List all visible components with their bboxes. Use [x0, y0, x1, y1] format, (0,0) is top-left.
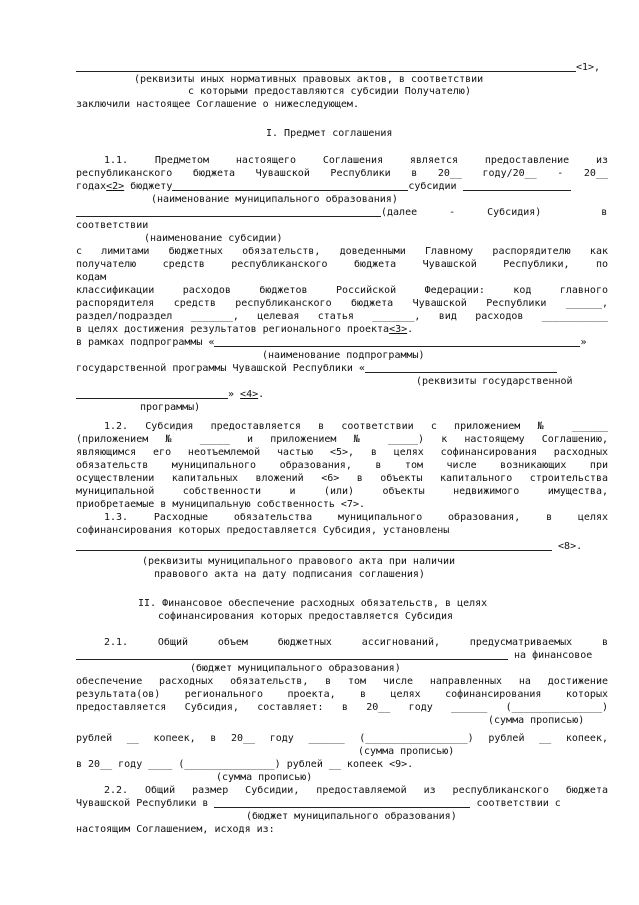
doc-line: настоящим Соглашением, исходя из: — [76, 824, 275, 835]
section-heading: II. Финансовое обеспечение расходных обязательств, в целях — [138, 598, 488, 609]
doc-line: обязательств муниципального образования, в том числе возникающих при — [76, 460, 608, 471]
doc-line: 1.1. Предметом настоящего Соглашения является предоставление из — [104, 155, 608, 166]
doc-line: классификации расходов бюджетов Российской Федерации: код главного — [76, 285, 608, 296]
doc-line: являющимся его неотъемлемой частью <5>, в целях софинансирования расходных — [76, 447, 608, 458]
doc-line: заключили настоящее Соглашение о нижеследующем. — [76, 99, 359, 110]
doc-line: программы) — [140, 402, 201, 413]
doc-line: (сумма прописью) — [216, 772, 313, 783]
doc-line: софинансирования которых предоставляется Субсидия, установлены — [76, 525, 450, 536]
blank-line — [172, 181, 408, 191]
doc-line: 2.2. Общий размер Субсидии, предоставляемой из республиканского бюджета — [104, 785, 608, 796]
doc-line: рублей __ копеек, в 20__ году ______ (_________________) рублей __ копеек, — [76, 733, 608, 744]
doc-line: обеспечение расходных обязательств, в том числе направленных на достижение — [76, 676, 608, 687]
doc-line: (наименование подпрограммы) — [262, 350, 425, 361]
doc-line: на финансовое — [76, 650, 608, 662]
doc-line: <8>. — [76, 541, 608, 553]
doc-line: с которыми предоставляются субсидии Получателю) — [188, 86, 471, 97]
doc-line: муниципальной собственности и (или) объекты недвижимого имущества, — [76, 486, 608, 497]
doc-line: предоставляется Субсидия, составляет: в 20__ году ______ (_______________) — [76, 702, 608, 713]
section-heading: I. Предмет соглашения — [266, 128, 393, 139]
doc-line: Чувашской Республики в соответствии с — [76, 798, 561, 809]
blank-line — [76, 207, 381, 217]
doc-line: (сумма прописью) — [358, 746, 455, 757]
blank-line — [76, 62, 576, 72]
doc-line: » <4>. — [76, 389, 608, 401]
doc-line: правового акта на дату подписания соглашения) — [154, 569, 425, 580]
blank-line — [463, 181, 571, 191]
doc-line: (сумма прописью) — [488, 715, 585, 726]
footnote-link[interactable]: <2> — [106, 181, 125, 192]
doc-line: (приложением № _____ и приложением № _____) к настоящему Соглашению, — [76, 434, 608, 445]
doc-line: (бюджет муниципального образования) — [190, 663, 401, 674]
blank-line — [76, 541, 552, 551]
doc-line: государственной программы Чувашской Республики « — [76, 363, 608, 375]
doc-line: (бюджет муниципального образования) — [246, 811, 457, 822]
blank-line — [76, 389, 228, 399]
blank-line — [76, 650, 508, 660]
doc-line: распорядителя средств республиканского бюджета Чувашской Республики ______, — [76, 298, 608, 309]
doc-line: 2.1. Общий объем бюджетных ассигнований, предусматриваемых в — [104, 637, 608, 648]
doc-line: получателю средств республиканского бюджета Чувашской Республики, по — [76, 259, 608, 270]
doc-line — [76, 62, 608, 74]
doc-line: (наименование субсидии) — [144, 233, 283, 244]
doc-line: (реквизиты государственной — [416, 376, 573, 387]
doc-line: раздел/подраздел _______, целевая статья _______, вид расходов ___________ — [76, 311, 608, 322]
section-heading: софинансирования которых предоставляется Субсидия — [158, 611, 454, 622]
doc-line: годах<2> бюджету субсидии — [76, 181, 608, 193]
footnote-link[interactable]: <3> — [389, 324, 408, 335]
footnote-ref: <1>, — [576, 62, 601, 73]
doc-line: в рамках подпрограммы « » — [76, 337, 587, 348]
footnote-link[interactable]: <4> — [240, 389, 259, 400]
blank-line — [365, 363, 557, 373]
doc-line: соответствии — [76, 220, 149, 231]
doc-line: приобретаемые в муниципальную собственность <7>. — [76, 499, 365, 510]
doc-line: результата(ов) регионального проекта, в целях софинансирования которых — [76, 689, 608, 700]
doc-line: в целях достижения результатов регионального проекта<3>. — [76, 324, 414, 335]
doc-line: с лимитами бюджетных обязательств, доведенными Главному распорядителю как — [76, 246, 608, 257]
doc-line: (реквизиты муниципального правового акта при наличии — [142, 556, 456, 567]
doc-line: 1.3. Расходные обязательства муниципального образования, в целях — [104, 512, 608, 523]
doc-line: (наименование муниципального образования) — [151, 194, 398, 205]
doc-line: 1.2. Субсидия предоставляется в соответствии с приложением № ______ — [104, 421, 608, 432]
blank-line — [214, 798, 470, 808]
doc-line: республиканского бюджета Чувашской Республики в 20__ году/20__ - 20__ — [76, 168, 608, 179]
doc-line: (реквизиты иных нормативных правовых актов, в соответствии — [134, 74, 484, 85]
doc-line: в 20__ году ____ (_______________) рублей __ копеек <9>. — [76, 759, 414, 770]
blank-line — [214, 337, 580, 347]
doc-line: (далее - Субсидия) в — [76, 207, 608, 219]
doc-line: кодам — [76, 272, 107, 283]
doc-line: осуществлении капитальных вложений <6> в объекты капитального строительства — [76, 473, 608, 484]
